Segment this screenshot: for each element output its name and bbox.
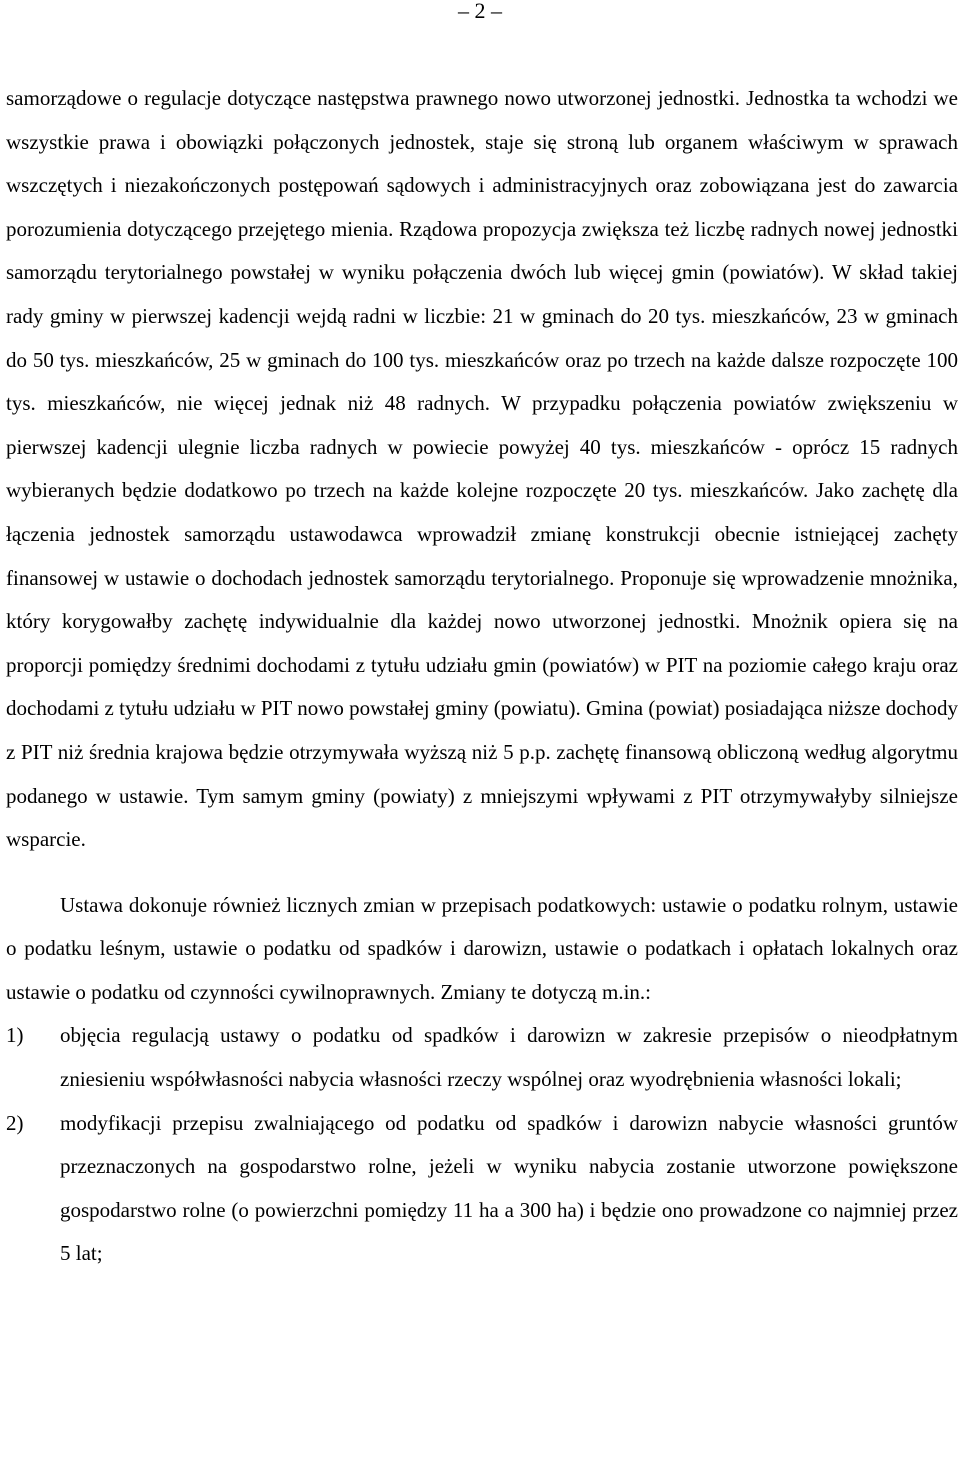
list-item-text: modyfikacji przepisu zwalniającego od podatku od spadków i darowizn nabycie własności gruntów przeznaczonych na gospodarstwo rolne, jeżeli w wyniku nabycia zostanie utworzone powiększone gospodarstwo rolne (o powierzchni pomiędzy 11 ha a 300 ha) i będzie ono prowadzone co najmniej przez 5 lat; bbox=[60, 1110, 958, 1266]
tax-changes-list bbox=[6, 1014, 958, 1276]
paragraph-merger-regulations: samorządowe o regulacje dotyczące następstwa prawnego nowo utworzonej jednostki. Jednostka ta wchodzi we wszystkie prawa i obowiązki połączonych jednostek, staje się stroną lub organem właściwym w sprawach wszczętych i niezakończonych postępowań sądowych i administracyjnych oraz zobowiązana jest do zawarcia porozumienia dotyczącego przejętego mienia. Rządowa propozycja zwiększa też liczbę radnych nowej jednostki samorządu terytorialnego powstałej w wyniku połączenia dwóch lub więcej gmin (powiatów). W skład takiej rady gminy w pierwszej kadencji wejdą radni w liczbie: 21 w gminach do 20 tys. mieszkańców, 23 w gminach do 50 tys. mieszkańców, 25 w gminach do 100 tys. mieszkańców oraz po trzech na każde dalsze rozpoczęte 100 tys. mieszkańców, nie więcej jednak niż 48 radnych. W przypadku połączenia powiatów zwiększeniu w pierwszej kadencji ulegnie liczba radnych w powiecie powyżej 40 tys. mieszkańców - oprócz 15 radnych wybieranych będzie dodatkowo po trzech na każde kolejne rozpoczęte 20 tys. mieszkańców. Jako zachętę dla łączenia jednostek samorządu ustawodawca wprowadził zmianę konstrukcji obecnie istniejącej zachęty finansowej w ustawie o dochodach jednostek samorządu terytorialnego. Proponuje się wprowadzenie mnożnika, który korygowałby zachętę indywidualnie dla każdej nowo utworzonej jednostki. Mnożnik opiera się na proporcji pomiędzy średnimi dochodami z tytułu udziału gmin (powiatów) w PIT na poziomie całego kraju oraz dochodami z tytułu udziału w PIT nowo powstałej gminy (powiatu). Gmina (powiat) posiadająca niższe dochody z PIT niż średnia krajowa będzie otrzymywała wyższą niż 5 p.p. zachętę finansową obliczoną według algorytmu podanego w ustawie. Tym samym gminy (powiaty) z mniejszymi wpływami z PIT otrzymywałyby silniejsze wsparcie. bbox=[6, 86, 958, 852]
list-item-marker: 2) bbox=[6, 1110, 24, 1135]
document-body bbox=[6, 77, 958, 1276]
list-item bbox=[6, 1102, 958, 1276]
list-item-marker: 1) bbox=[6, 1023, 24, 1048]
list-item bbox=[6, 1014, 958, 1101]
page-number: – 2 – bbox=[458, 0, 502, 23]
list-item-text: objęcia regulacją ustawy o podatku od spadków i darowizn w zakresie przepisów o nieodpłatnym zniesieniu współwłasności nabycia własności rzeczy wspólnej oraz wyodrębnienia własności lokali; bbox=[60, 1023, 958, 1092]
paragraph-tax-changes-intro: Ustawa dokonuje również licznych zmian w przepisach podatkowych: ustawie o podatku rolnym, ustawie o podatku leśnym, ustawie o podatku od spadków i darowizn, ustawie o podatkach i opłatach lokalnych oraz ustawie o podatku od czynności cywilnoprawnych. Zmiany te dotyczą m.in.: bbox=[6, 892, 958, 1004]
